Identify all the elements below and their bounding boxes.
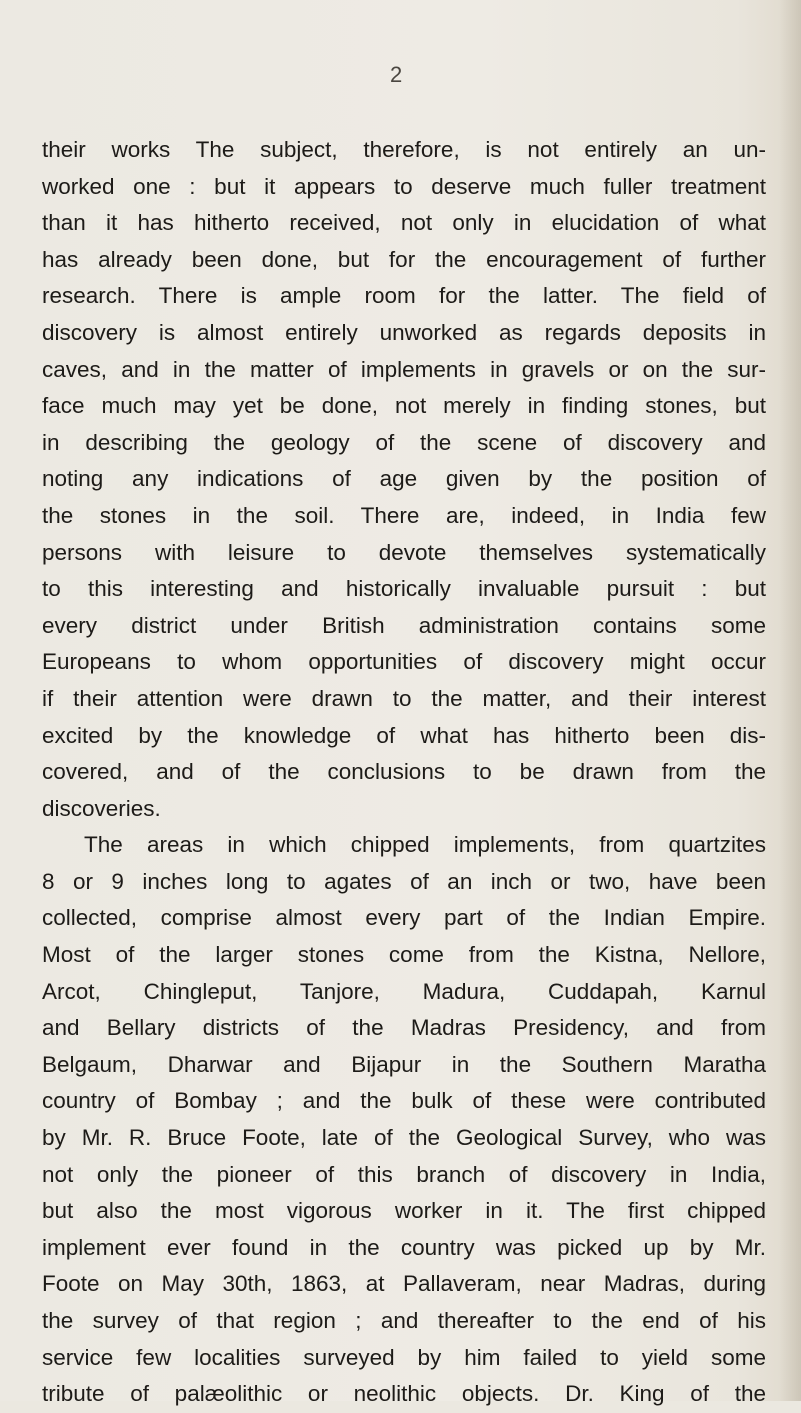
text-line: Most of the larger stones come from the Kistna, Nellore, — [42, 942, 766, 968]
text-line: caves, and in the matter of implements in gravels or on the sur- — [42, 356, 766, 382]
text-line: collected, comprise almost every part of the Indian Empire. — [42, 905, 766, 931]
text-line: covered, and of the conclusions to be drawn from the — [42, 759, 766, 785]
body-text — [42, 132, 766, 1413]
text-line: by Mr. R. Bruce Foote, late of the Geological Survey, who was — [42, 1125, 766, 1151]
text-line: excited by the knowledge of what has hitherto been dis- — [42, 722, 766, 748]
text-line: Europeans to whom opportunities of discovery might occur — [42, 649, 766, 675]
text-line-paragraph-end: discoveries. — [42, 795, 161, 821]
text-line: country of Bombay ; and the bulk of these were contributed — [42, 1088, 766, 1114]
text-line: and Bellary districts of the Madras Presidency, and from — [42, 1015, 766, 1041]
text-line: face much may yet be done, not merely in finding stones, but — [42, 393, 766, 419]
text-line: not only the pioneer of this branch of discovery in India, — [42, 1161, 766, 1187]
text-line: if their attention were drawn to the matter, and their interest — [42, 685, 766, 711]
page-number: 2 — [390, 62, 404, 87]
text-line: Foote on May 30th, 1863, at Pallaveram, near Madras, during — [42, 1271, 766, 1297]
text-line: in describing the geology of the scene of discovery and — [42, 429, 766, 455]
text-line: every district under British administration contains some — [42, 612, 766, 638]
text-line: discovery is almost entirely unworked as regards deposits in — [42, 319, 766, 345]
text-line: to this interesting and historically invaluable pursuit : but — [42, 576, 766, 602]
text-line: has already been done, but for the encouragement of further — [42, 246, 766, 272]
text-line: the survey of that region ; and thereafter to the end of his — [42, 1308, 766, 1333]
text-line: the stones in the soil. There are, indeed, in India few — [42, 502, 766, 528]
text-line: tribute of palæolithic or neolithic objects. Dr. King of the — [42, 1381, 766, 1407]
text-line: service few localities surveyed by him failed to yield some — [42, 1344, 766, 1370]
text-line: Arcot, Chingleput, Tanjore, Madura, Cuddapah, Karnul — [42, 978, 766, 1004]
text-line-paragraph-start: The areas in which chipped implements, from quartzites — [84, 832, 766, 858]
page-edge-shadow — [779, 0, 801, 1401]
text-line: noting any indications of age given by the position of — [42, 466, 766, 492]
text-line: their works The subject, therefore, is not entirely an un- — [42, 137, 766, 162]
text-line: persons with leisure to devote themselves systematically — [42, 539, 766, 565]
text-line: 8 or 9 inches long to agates of an inch or two, have been — [42, 868, 766, 894]
text-line: Belgaum, Dharwar and Bijapur in the Southern Maratha — [42, 1051, 766, 1077]
text-line: research. There is ample room for the latter. The field of — [42, 283, 766, 309]
text-line: but also the most vigorous worker in it. The first chipped — [42, 1198, 766, 1224]
text-line: worked one : but it appears to deserve much fuller treatment — [42, 173, 766, 199]
text-line: implement ever found in the country was picked up by Mr. — [42, 1234, 766, 1260]
text-line: than it has hitherto received, not only in elucidation of what — [42, 210, 766, 236]
